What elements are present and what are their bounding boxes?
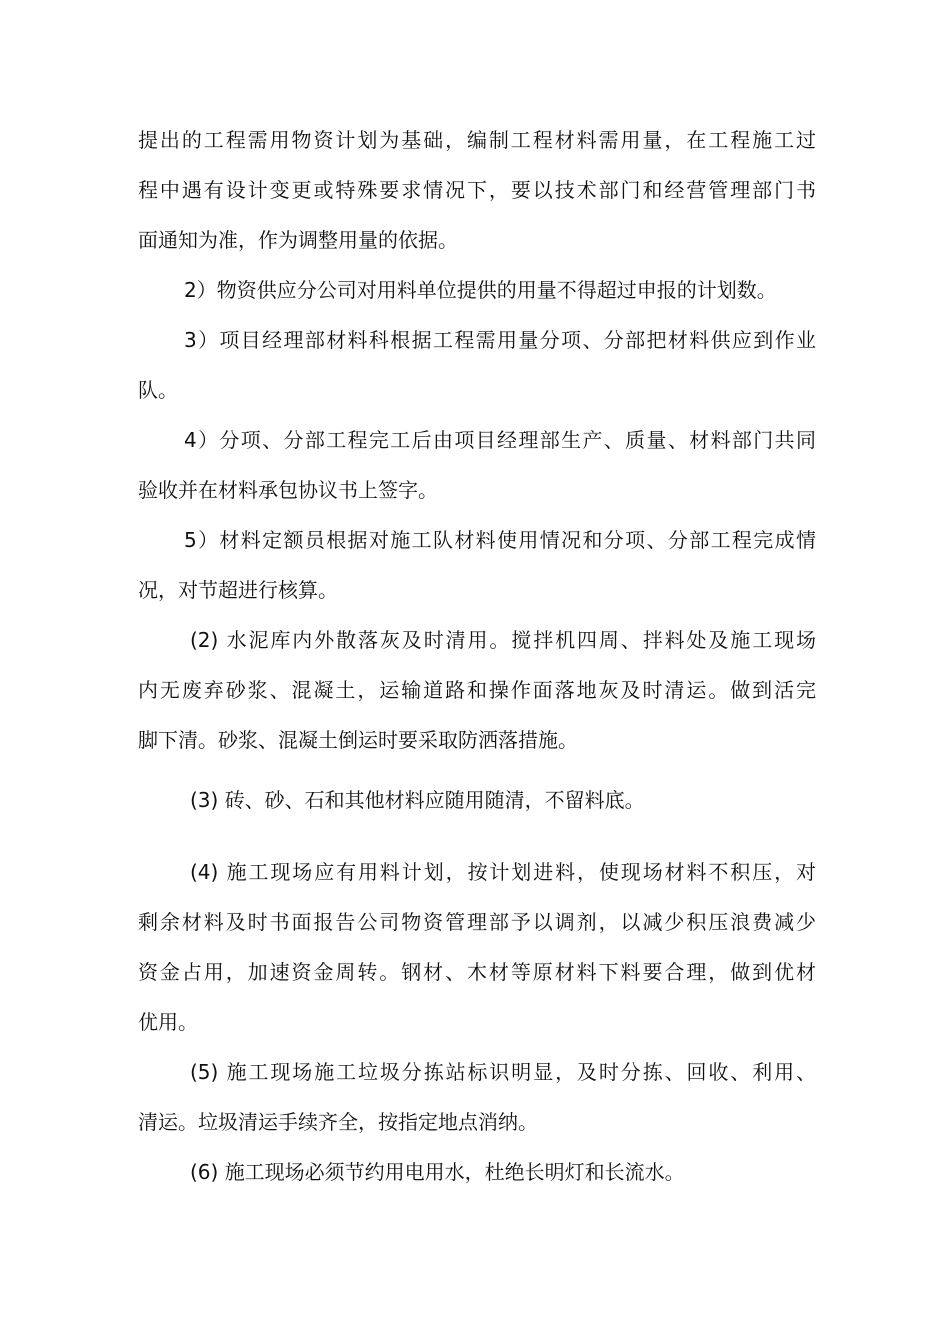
- text-line: (2) 水泥库内外散落灰及时清用。搅拌机四周、拌料处及施工现场: [190, 628, 816, 652]
- text-line: 验收并在材料承包协议书上签字。: [138, 478, 438, 502]
- text-line: 提出的工程需用物资计划为基础，编制工程材料需用量，在工程施工过: [138, 128, 816, 152]
- text-line: 况，对节超进行核算。: [138, 578, 338, 602]
- text-line: 脚下清。砂浆、混凝土倒运时要采取防洒落措施。: [138, 728, 578, 752]
- text-line: 程中遇有设计变更或特殊要求情况下，要以技术部门和经营管理部门书: [138, 178, 816, 202]
- text-line: (4) 施工现场应有用料计划，按计划进料，使现场材料不积压，对: [190, 860, 816, 884]
- text-line: 4）分项、分部工程完工后由项目经理部生产、质量、材料部门共同: [184, 428, 816, 452]
- text-line: (3) 砖、砂、石和其他材料应随用随清，不留料底。: [190, 788, 645, 812]
- text-line: (6) 施工现场必须节约用电用水，杜绝长明灯和长流水。: [190, 1160, 685, 1184]
- text-line: 资金占用，加速资金周转。钢材、木材等原材料下料要合理，做到优材: [138, 960, 816, 984]
- text-line: (5) 施工现场施工垃圾分拣站标识明显，及时分拣、回收、利用、: [190, 1060, 816, 1084]
- text-line: 面通知为准，作为调整用量的依据。: [138, 228, 458, 252]
- text-line: 3）项目经理部材料科根据工程需用量分项、分部把材料供应到作业: [184, 328, 816, 352]
- text-line: 清运。垃圾清运手续齐全，按指定地点消纳。: [138, 1110, 538, 1134]
- text-line: 内无废弃砂浆、混凝土，运输道路和操作面落地灰及时清运。做到活完: [138, 678, 816, 702]
- text-line: 优用。: [138, 1010, 198, 1034]
- text-line: 2）物资供应分公司对用料单位提供的用量不得超过申报的计划数。: [184, 278, 777, 302]
- text-line: 5）材料定额员根据对施工队材料使用情况和分项、分部工程完成情: [184, 528, 816, 552]
- text-line: 剩余材料及时书面报告公司物资管理部予以调剂，以减少积压浪费减少: [138, 910, 816, 934]
- text-line: 队。: [138, 378, 178, 402]
